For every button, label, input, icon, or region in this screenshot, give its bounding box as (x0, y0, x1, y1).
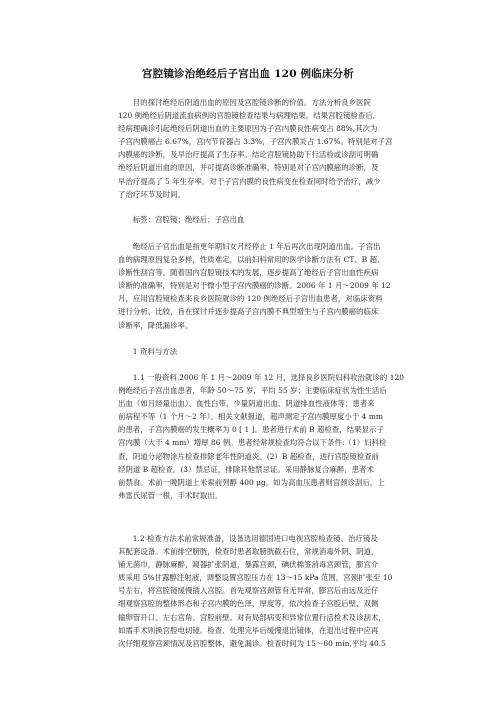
methods-line: 其配套设备。术前排空膀胱，检查时患者取膀胱截石位，常规消毒外阴、阴道， (118, 547, 379, 557)
intro-line: 绝经后子宫出血是指更年期妇女月经停止 1 年后再次出现阴道出血。子宫出 (132, 242, 381, 251)
general-info-paragraph (118, 371, 429, 502)
intro-line: 诊断率，降低漏诊率。 (118, 320, 193, 330)
general-info-line: 前禁食。术前一晚阴道上米索前列醇 400 μg，如为高血压患者则宫颈诊刮后，上 (118, 477, 385, 487)
intro-line: 月，应用宫腔镜检查来良乡医院就诊的 120 例绝经后子宫出血患者，对临床资料 (118, 294, 383, 304)
intro-line: 诊断性刮宫等。随着国内宫腔镜技术的发展，逐步提高了绝经后子宫出血性疾病 (118, 268, 379, 278)
general-info-line: 经阴道 B 超检查。(3）禁忌证，排除其他禁忌证。采用静脉复合麻醉，患者术 (118, 464, 375, 474)
abstract-line: 早治疗提高了 5 年生存率。对于子宫内膜的良性病变在检查同时给予治疗，减少 (118, 176, 381, 186)
methods-line: 铺无菌巾，静脉麻醉，窥器扩张阴道，暴露宫颈，碘伏棉签消毒宫颈管，膨宫介 (118, 560, 379, 570)
general-info-line: 前病程不等（1 个月～2 年）。相关文献报道，超声测定子宫内膜厚度小于 4 mm (118, 412, 383, 422)
section-heading (118, 345, 429, 358)
general-info-line: 的患者，子宫内膜癌的发生概率为 0 [ 1 ]。患者进行术前 B 超检查，结果显示子 (118, 425, 384, 435)
document-title: 宫腔镜诊治绝经后子宫出血 120 例临床分析 (141, 68, 355, 80)
intro-line: 进行分析、比较，旨在探讨并逐步提高子宫内膜不典型增生与子宫内膜癌的临床 (118, 307, 379, 317)
abstract-line: 内膜癌的诊断，及早治疗提高了生存率。结论宫腔镜协助下行活检或诊刮可明确 (118, 150, 379, 160)
methods-line: 细观察宫腔的整体形态和子宫内膜的色泽、厚度等，依次检查子宫腔后壁、双侧 (118, 599, 379, 609)
general-info-line: 1.1 一般资料 2006 年 1 月～2009 年 12 月，选择良乡医院妇科收治就诊的 120 (132, 373, 404, 382)
abstract-line: 子宫内膜癌占 6.67%，宫内节育器占 3.3%，子宫内膜炎占 1.67%。特别是对子宫 (118, 137, 393, 147)
abstract-line: 120 例绝经后阴道流血病例的宫腔镜检查结果与病理结果。结果宫腔镜检查后, (118, 111, 376, 121)
methods-line: 输卵管开口、左右宫角、宫腔前壁。对有局部病变和异常位置行活检术及诊刮术， (118, 612, 386, 622)
general-info-line: 例绝经后子宫出血患者，年龄 50～75 岁，平均 55 岁；主要临床症状为性生活后 (118, 386, 387, 396)
methods-line: 号左右，将宫腔镜缓慢插入宫腔。首先观察宫颈管有无异常，膨宫后由远及近仔 (118, 586, 379, 596)
methods-paragraph (118, 532, 429, 650)
intro-line: 诊断的准确率，特别是对于微小型子宫内膜癌的诊断。2006 年 1 月～2009 年 12 (118, 281, 391, 291)
general-info-line: 查，阴道分泌物涂片检查排除老年性阴道炎。(2）B 超检查，进行宫腔镜检查前 (118, 451, 380, 461)
keywords-text: 标签：宫腔镜；绝经后；子宫出血 (132, 215, 245, 224)
abstract-line: 经病理确诊引起绝经后阴道出血的主要原因为子宫内膜良性病变占 88%,其次为 (118, 124, 378, 134)
methods-line: 质采用 5%甘露醇注射液，调整设置宫腔压力在 13～15 kPa 范围，宫颈扩张至 10 (118, 573, 393, 583)
abstract-line: 了治疗环节及时间。 (118, 189, 185, 199)
methods-line: 如需手术则换宫腔电切镜。检查、处理完毕后缓慢退出镜体，在退出过程中应再 (118, 625, 379, 635)
abstract-paragraph (118, 96, 429, 201)
abstract-line: 目的探讨绝经后阴道出血的原因及宫腔镜诊断的价值。方法分析良乡医院 (132, 98, 371, 107)
intro-line: 血的病理原因复杂多样，性质难定，以前妇科常用的医学诊断方法有 CT、B 超、 (118, 255, 385, 265)
methods-line: 次仔细观察宫颈情况及宫腔整体，避免漏诊。检查时间为 15～60 min,平均 40.5 (118, 638, 386, 648)
abstract-line: 绝经后阴道出血的原因，并可提高诊断准确率，特别是对子宫内膜癌的诊断，及 (118, 163, 379, 173)
general-info-line: 弗雷氏尿管一根，手术时取出。 (118, 490, 223, 500)
section-heading-text: 1 资料与方法 (132, 347, 178, 356)
general-info-line: 出血（如月经量出血）、血性白带、少量阴道出血、阴道排血性液体等；患者来 (118, 399, 375, 409)
methods-line: 1.2 检查方法术前常规准备，设备选用德国进口电视宫腔检查镜、治疗镜及 (132, 534, 378, 543)
intro-paragraph (118, 240, 429, 332)
general-info-line: 宫内膜（大于 4 mm）增厚 86 例。患者经常规检查均符合以下条件:（1）妇科检 (118, 438, 387, 448)
keywords-line (118, 213, 429, 226)
